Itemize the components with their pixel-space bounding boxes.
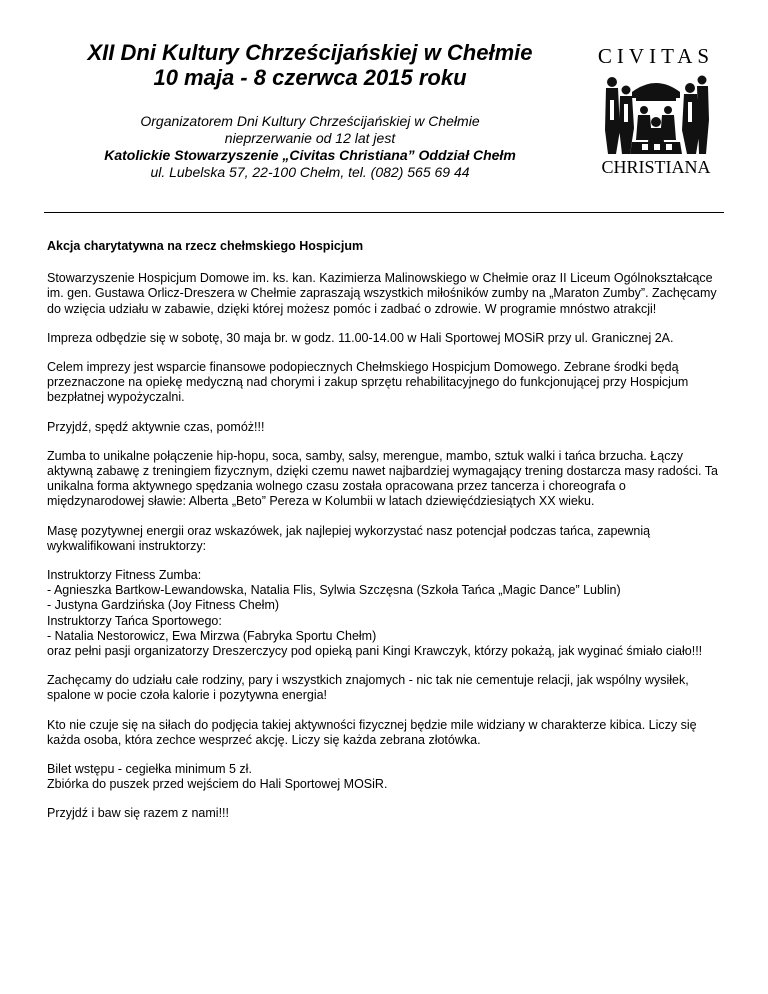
instructors-line: - Justyna Gardzińska (Joy Fitness Chełm) (47, 598, 280, 613)
article-heading: Akcja charytatywna na rzecz chełmskiego Hospicjum (47, 239, 364, 253)
article-body (47, 239, 723, 836)
organizer-line-1: Organizatorem Dni Kultury Chrześcijańskiej w Chełmie (140, 113, 480, 129)
paragraph-intro: Stowarzyszenie Hospicjum Domowe im. ks. kan. Kazimierza Malinowskiego w Chełmie oraz II Liceum Ogólnokształcące im. gen. Gustawa Orlicz-Dreszera w Chełmie zapraszają wszystkich miłośników zumby na „Maraton Zumby”. Zachęcamy do wzięcia udziału w zabawie, dzięki której możesz pomóc i zadbać o zdrowie. W programie mnóstwo atrakcji! (47, 271, 717, 316)
paragraph-zumba-description: Zumba to unikalne połączenie hip-hopu, soca, samby, salsy, merengue, mambo, sztuk walki i tańca brzucha. Łączy aktywną zabawę z treningiem fizycznym, dzięki czemu nawet najbardziej wymagający trening dostarcza masy radości. Ta unikalna forma aktywnego spędzania wolnego czasu została opracowana przez tancerza i choreografa o międzynarodowej sławie: Alberta „Beto” Pereza w Kolumbii w latach dziewięćdziesiątych XX wieku. (47, 448, 718, 509)
collection-info: Zbiórka do puszek przed wejściem do Hali Sportowej MOSiR. (47, 777, 388, 792)
instructors-line: Instruktorzy Tańca Sportowego: (47, 613, 222, 628)
organizer-line-2: nieprzerwanie od 12 lat jest (224, 130, 396, 146)
paragraph-closing: Przyjdź i baw się razem z nami!!! (47, 806, 229, 821)
organizer-address: ul. Lubelska 57, 22-100 Chełm, tel. (082) 565 69 44 (150, 164, 470, 180)
instructors-line: oraz pełni pasji organizatorzy Dreszerczycy pod opieką pani Kingi Krawczyk, którzy pokażą, jak wyginać śmiało ciało!!! (47, 644, 703, 659)
paragraph-families: Zachęcamy do udziału całe rodziny, pary i wszystkich znajomych - nic tak nie cementuje relacji, jak wspólny wysiłek, spalone w pocie czoła kalorie i pozytywna energia! (47, 673, 689, 703)
organizer-block (40, 113, 580, 181)
title-line-2: 10 maja - 8 czerwca 2015 roku (153, 65, 467, 90)
document-title (40, 40, 580, 90)
instructors-line: - Natalia Nestorowicz, Ewa Mirzwa (Fabryka Sportu Chełm) (47, 628, 377, 643)
instructors-list (47, 568, 723, 659)
paragraph-purpose: Celem imprezy jest wsparcie finansowe podopiecznych Chełmskiego Hospicjum Domowego. Zebrane środki będą przeznaczone na opiekę medyczną nad chorymi i zakup sprzętu rehabilitacyjnego do funkcjonującej przy Hospicjum bezpłatnej wypożyczalni. (47, 360, 689, 405)
ticket-price: Bilet wstępu - cegiełka minimum 5 zł. (47, 762, 252, 777)
paragraph-ticket (47, 762, 723, 792)
civitas-christiana-emblem-icon (602, 70, 710, 156)
organizer-name: Katolickie Stowarzyszenie „Civitas Christiana” Oddział Chełm (104, 147, 516, 163)
header-divider (44, 212, 724, 213)
logo-word-civitas: CIVITAS (597, 44, 715, 68)
logo-word-christiana: CHRISTIANA (601, 157, 711, 177)
paragraph-call-to-action: Przyjdź, spędź aktywnie czas, pomóż!!! (47, 419, 265, 434)
title-line-1: XII Dni Kultury Chrześcijańskiej w Chełmie (87, 40, 533, 65)
instructors-line: Instruktorzy Fitness Zumba: (47, 568, 202, 583)
civitas-christiana-logo (588, 44, 724, 180)
paragraph-event-time: Impreza odbędzie się w sobotę, 30 maja br. w godz. 11.00-14.00 w Hali Sportowej MOSiR przy ul. Granicznej 2A. (47, 330, 674, 345)
paragraph-instructors-intro: Masę pozytywnej energii oraz wskazówek, jak najlepiej wykorzystać nasz potencjał podczas tańca, zapewnią wykwalifikowani instruktorzy: (47, 523, 651, 553)
instructors-line: - Agnieszka Bartkow-Lewandowska, Natalia Flis, Sylwia Szczęsna (Szkoła Tańca „Magic Dance” Lublin) (47, 583, 621, 598)
paragraph-supporters: Kto nie czuje się na siłach do podjęcia takiej aktywności fizycznej będzie mile widziany w charakterze kibica. Liczy się każda osoba, która zechce wesprzeć akcję. Liczy się każda zebrana złotówka. (47, 717, 697, 747)
